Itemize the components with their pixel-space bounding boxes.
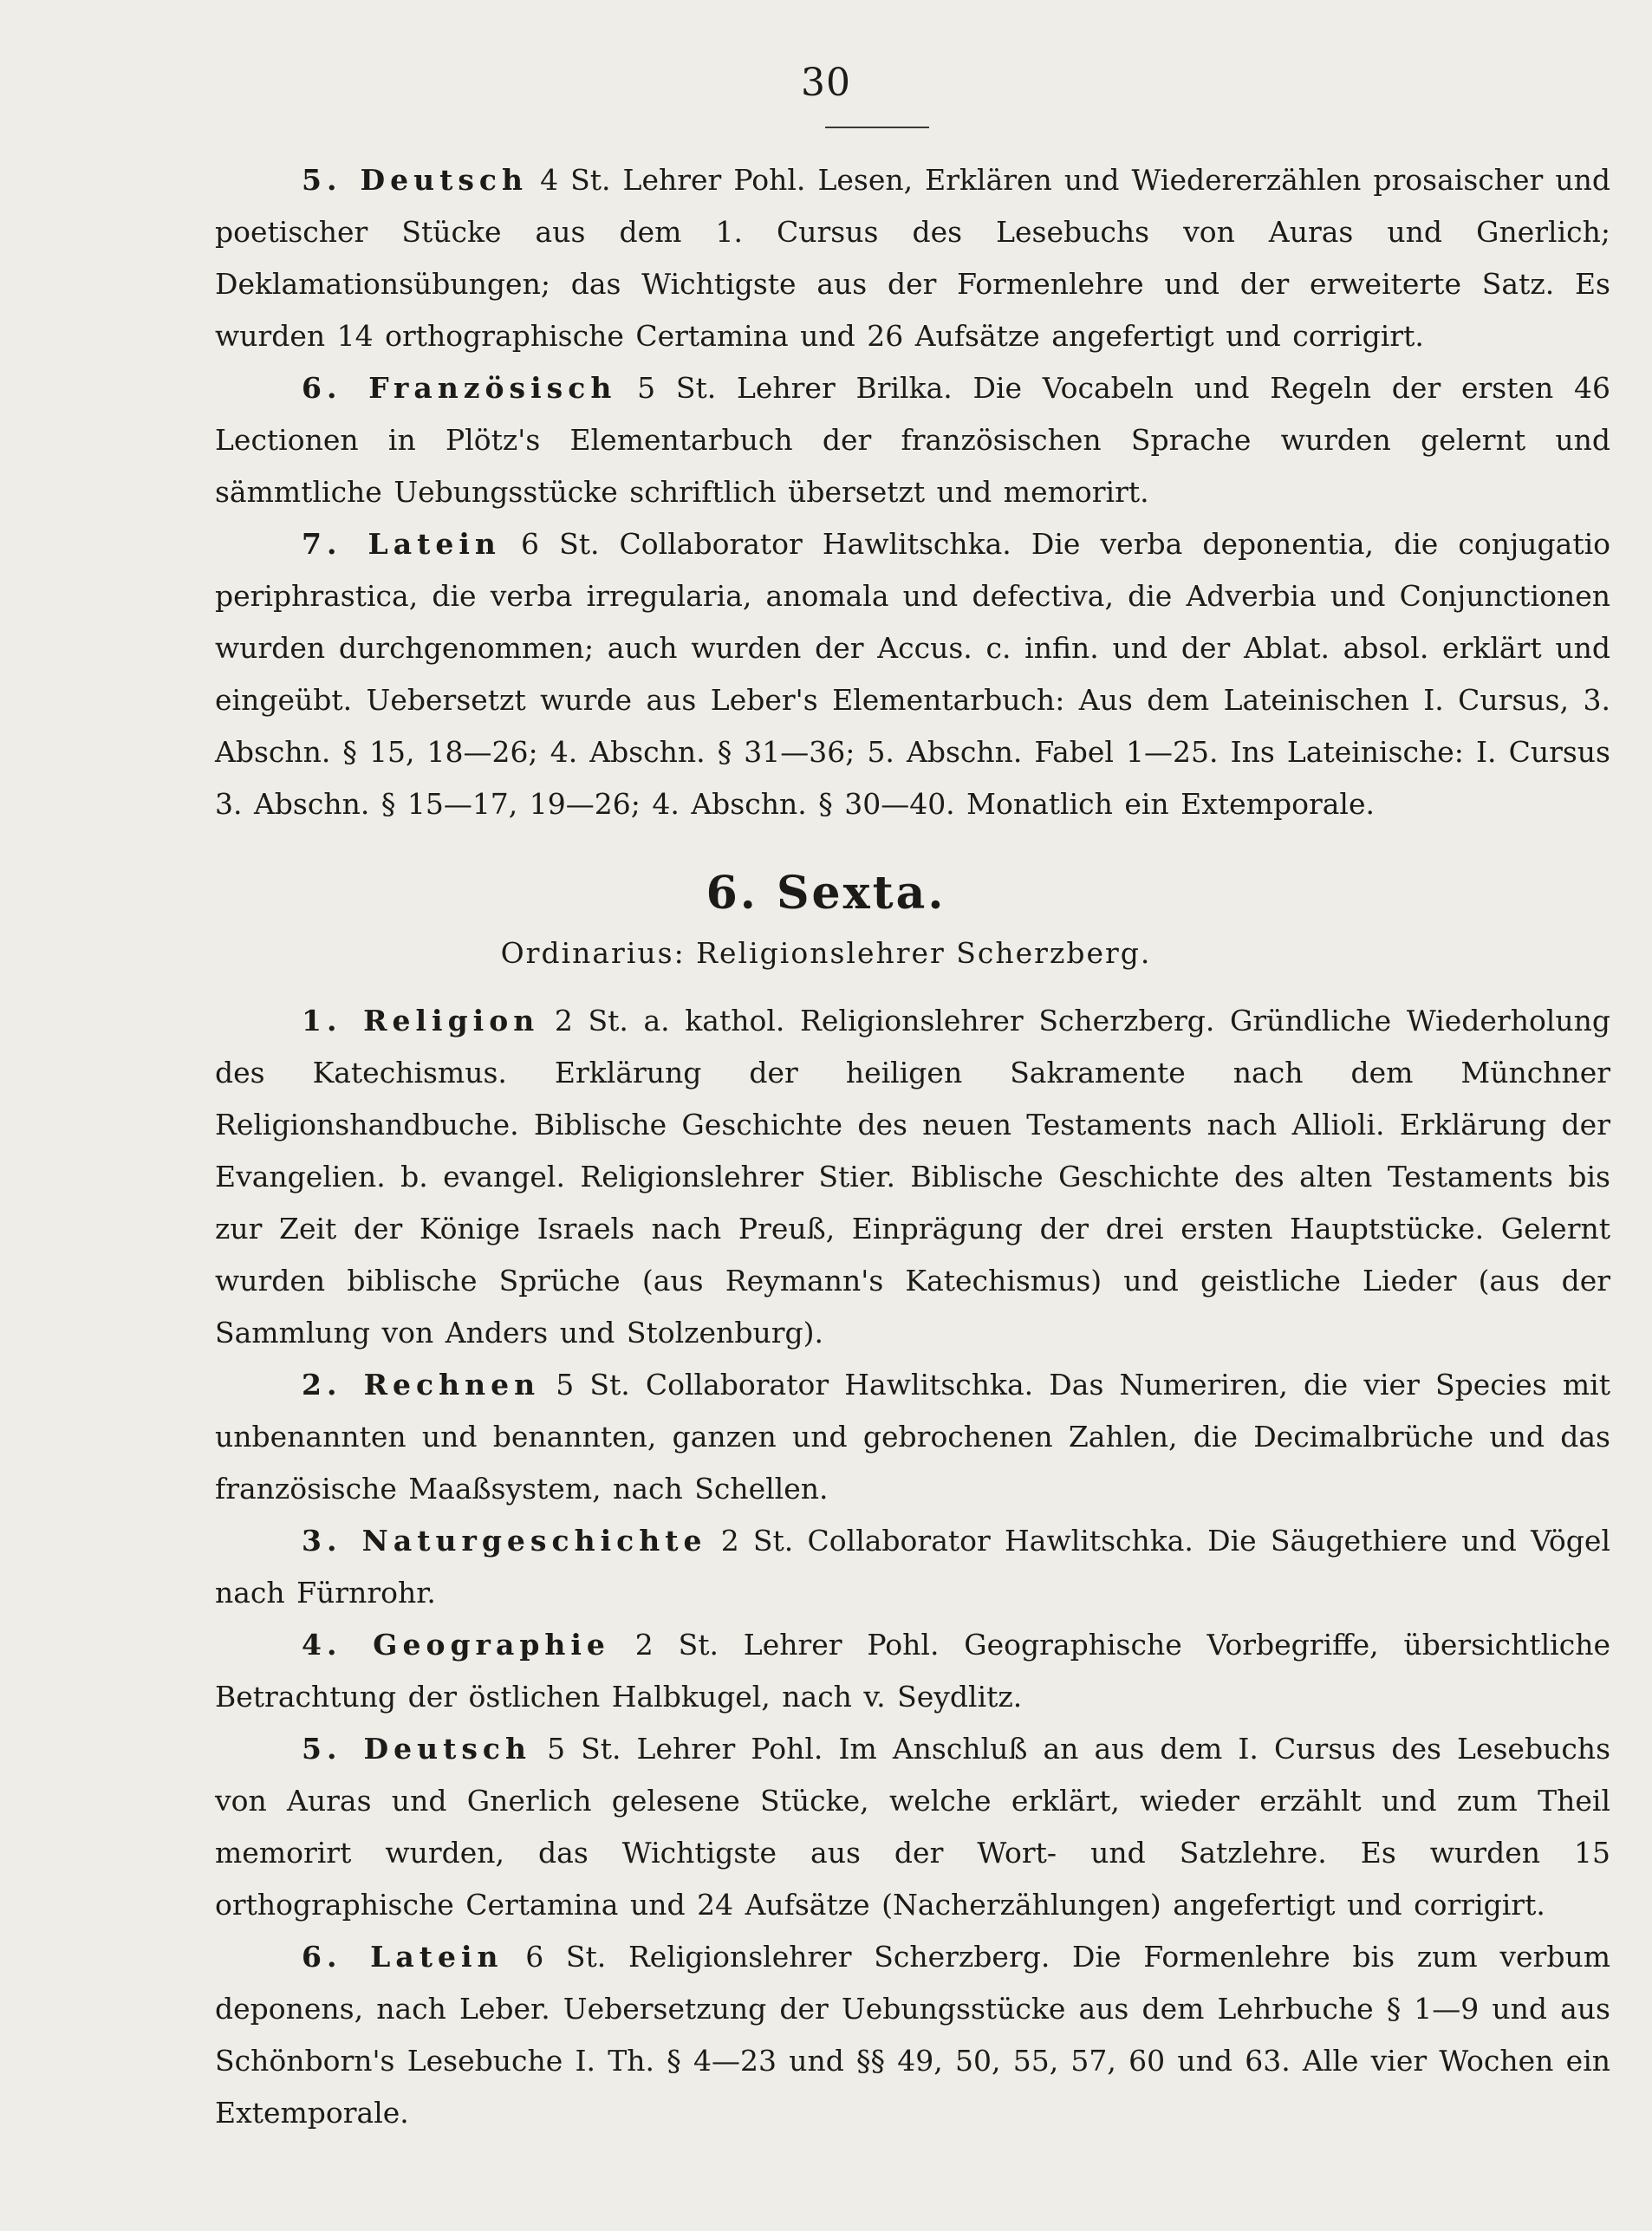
- paragraph-text: 5 St. Lehrer Brilka. Die Vocabeln und Regeln der ersten 46 Lectionen in Plötz's Elementarbuch der französischen Sprache wurden gelernt und sämmtliche Uebungsstücke schriftlich übersetzt und memorirt.: [215, 371, 1610, 509]
- subject-lead: 6. Französisch: [302, 371, 617, 405]
- paragraph-text: 2 St. Collaborator Hawlitschka. Die Säugethiere und Vögel nach Fürnrohr.: [215, 1524, 1610, 1610]
- subject-lead: 5. Deutsch: [302, 1732, 532, 1766]
- bottom-text-block: [215, 995, 1610, 2139]
- subject-lead: 1. Religion: [302, 1004, 540, 1037]
- subject-lead: 2. Rechnen: [302, 1368, 541, 1402]
- paragraph-franzoesisch: [215, 362, 1610, 518]
- paragraph-text: 4 St. Lehrer Pohl. Lesen, Erklären und Wiedererzählen prosaischer und poetischer Stücke aus dem 1. Cursus des Lesebuchs von Auras und Gnerlich; Deklamationsübungen; das Wichtigste aus der Formenlehre und der erweiterte Satz. Es wurden 14 orthographische Certamina und 26 Aufsätze angefertigt und corrigirt.: [215, 163, 1611, 353]
- paragraph-text: 6 St. Collaborator Hawlitschka. Die verba deponentia, die conjugatio periphrastica, die verba irregularia, anomala und defectiva, die Adverbia und Conjunctionen wurden durchgenommen; auch wurden der Accus. c. infin. und der Ablat. absol. erklärt und eingeübt. Uebersetzt wurde aus Leber's Elementarbuch: Aus dem Lateinischen I. Cursus, 3. Abschn. § 15, 18—26; 4. Abschn. § 31—36; 5. Abschn. Fabel 1—25. Ins Lateinische: I. Cursus 3. Abschn. § 15—17, 19—26; 4. Abschn. § 30—40. Monatlich ein Extemporale.: [215, 527, 1610, 821]
- paragraph-naturgeschichte: [215, 1515, 1610, 1619]
- paragraph-geographie: [215, 1619, 1610, 1723]
- paragraph-text: 5 St. Collaborator Hawlitschka. Das Numeriren, die vier Species mit unbenannten und benannten, ganzen und gebrochenen Zahlen, die Decimalbrüche und das französische Maaßsystem, nach Schellen.: [215, 1368, 1610, 1506]
- paragraph-latein-quinta: [215, 518, 1610, 830]
- paragraph-rechnen: [215, 1359, 1610, 1515]
- section-heading-sexta: 6. Sexta.: [706, 867, 946, 920]
- subject-lead: 5. Deutsch: [302, 163, 529, 197]
- subject-lead: 3. Naturgeschichte: [302, 1524, 707, 1558]
- top-text-block: [215, 154, 1610, 830]
- subject-lead: 4. Geographie: [302, 1628, 610, 1662]
- paragraph-latein-sexta: [215, 1931, 1610, 2139]
- subject-lead: 7. Latein: [302, 527, 501, 561]
- page-number: 30: [801, 61, 851, 105]
- paragraph-text: 5 St. Lehrer Pohl. Im Anschluß an aus dem I. Cursus des Lesebuchs von Auras und Gnerlich gelesene Stücke, welche erklärt, wieder erzählt und zum Theil memorirt wurden, das Wichtigste aus der Wort- und Satzlehre. Es wurden 15 orthographische Certamina und 24 Aufsätze (Nacherzählungen) angefertigt und corrigirt.: [215, 1732, 1610, 1922]
- ordinarius-line: Ordinarius: Religionslehrer Scherzberg.: [500, 936, 1152, 970]
- paragraph-deutsch-sexta: [215, 1723, 1610, 1931]
- subject-lead: 6. Latein: [302, 1940, 504, 1974]
- paragraph-religion: [215, 995, 1610, 1359]
- paragraph-text: 2 St. Lehrer Pohl. Geographische Vorbegriffe, übersichtliche Betrachtung der östlichen Halbkugel, nach v. Seydlitz.: [215, 1628, 1610, 1714]
- paragraph-text: 6 St. Religionslehrer Scherzberg. Die Formenlehre bis zum verbum deponens, nach Leber. Uebersetzung der Uebungsstücke aus dem Lehrbuche § 1—9 und aus Schönborn's Lesebuche I. Th. § 4—23 und §§ 49, 50, 55, 57, 60 und 63. Alle vier Wochen ein Extemporale.: [215, 1940, 1610, 2130]
- page-number-rule: [825, 127, 929, 128]
- paragraph-text: 2 St. a. kathol. Religionslehrer Scherzberg. Gründliche Wiederholung des Katechismus. Erklärung der heiligen Sakramente nach dem Münchner Religionshandbuche. Biblische Geschichte des neuen Testaments nach Allioli. Erklärung der Evangelien. b. evangel. Religionslehrer Stier. Biblische Geschichte des alten Testaments bis zur Zeit der Könige Israels nach Preuß, Einprägung der drei ersten Hauptstücke. Gelernt wurden biblische Sprüche (aus Reymann's Katechismus) und geistliche Lieder (aus der Sammlung von Anders und Stolzenburg).: [215, 1004, 1610, 1350]
- paragraph-deutsch-quinta: [215, 154, 1610, 362]
